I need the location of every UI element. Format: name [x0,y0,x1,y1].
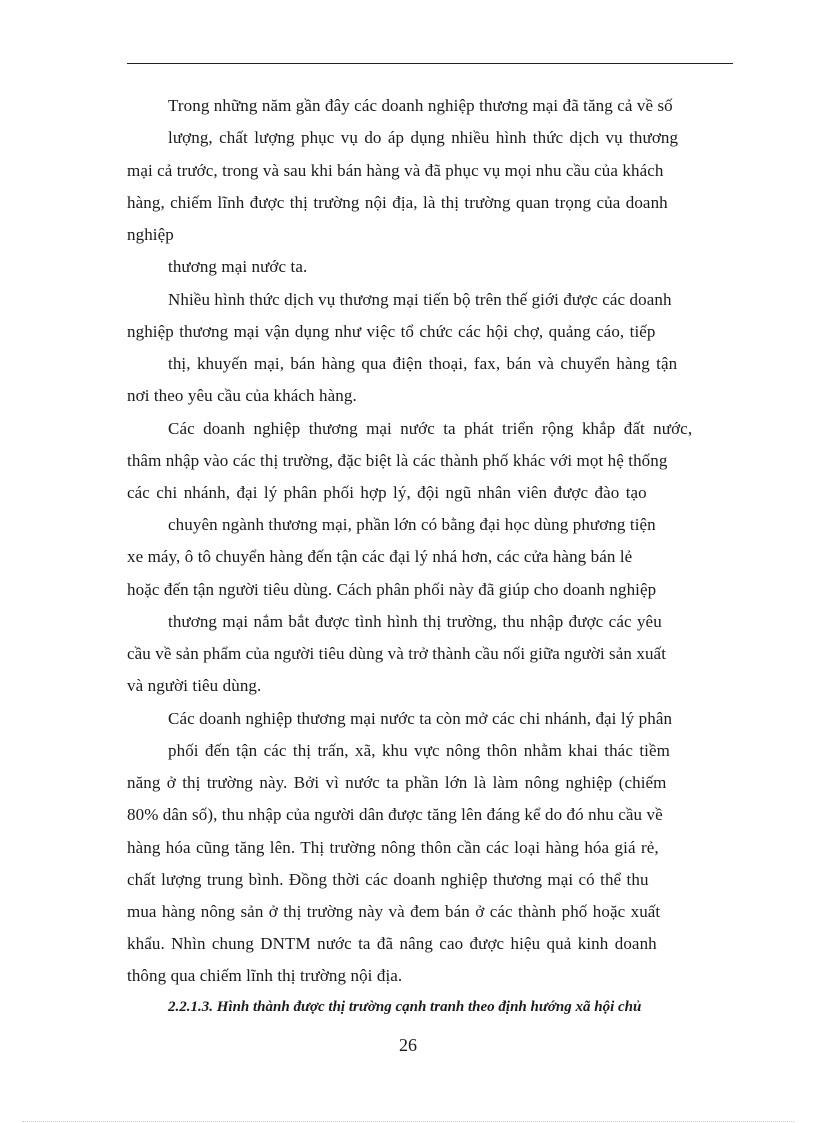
text-line: hàng, chiếm lĩnh được thị trường nội địa, là thị trường quan trọng của doanh [127,193,668,212]
text-line: hàng hóa cũng tăng lên. Thị trường nông thôn cần các loại hàng hóa giá rẻ, [127,838,659,857]
text-line: thị, khuyến mại, bán hàng qua điện thoại, fax, bán và chuyển hàng tận [168,354,678,373]
text-line: hoặc đến tận người tiêu dùng. Cách phân phối này đã giúp cho doanh nghiệp [127,580,657,599]
text-line: chất lượng trung bình. Đồng thời các doanh nghiệp thương mại có thể thu [127,870,649,889]
text-line: 80% dân số), thu nhập của người dân được tăng lên đáng kể do đó nhu cầu về [127,805,663,824]
text-line: thương mại nắm bắt được tình hình thị trường, thu nhập được các yêu [168,612,662,631]
text-line: thông qua chiếm lĩnh thị trường nội địa. [127,966,403,985]
section-heading: 2.2.1.3. Hình thành được thị trường cạnh tranh theo định hướng xã hội chủ [168,999,642,1015]
text-line: phối đến tận các thị trấn, xã, khu vực nông thôn nhằm khai thác tiềm [168,741,670,760]
text-line: lượng, chất lượng phục vụ do áp dụng nhiều hình thức dịch vụ thương [168,128,679,147]
text-line: Trong những năm gần đây các doanh nghiệp thương mại đã tăng cả về số [168,96,673,115]
text-line: năng ở thị trường này. Bởi vì nước ta phần lớn là làm nông nghiệp (chiếm [127,773,667,792]
text-line: các chi nhánh, đại lý phân phối hợp lý, đội ngũ nhân viên được đào tạo [127,483,647,502]
text-line: mua hàng nông sản ở thị trường này và đem bán ở các thành phố hoặc xuất [127,902,661,921]
page-number: 26 [399,1035,417,1055]
text-line: và người tiêu dùng. [127,676,262,695]
header-rule [127,63,733,64]
text-line: khẩu. Nhìn chung DNTM nước ta đã nâng cao được hiệu quả kinh doanh [127,934,657,953]
text-line: Các doanh nghiệp thương mại nước ta phát triển rộng khắp đất nước, [168,419,693,438]
page-bottom-border [22,1121,794,1122]
text-line: mại cả trước, trong và sau khi bán hàng và đã phục vụ mọi nhu cầu của khách [127,161,664,180]
text-line: xe máy, ô tô chuyển hàng đến tận các đại lý nhá hơn, các cửa hàng bán lẻ [127,547,633,566]
text-line: nơi theo yêu cầu của khách hàng. [127,386,357,405]
text-line: thâm nhập vào các thị trường, đặc biệt là các thành phố khác với mọt hệ thống [127,451,668,470]
text-line: nghiệp [127,225,174,244]
text-line: thương mại nước ta. [168,257,308,276]
text-line: Nhiều hình thức dịch vụ thương mại tiến bộ trên thế giới được các doanh [168,290,672,309]
text-line: chuyên ngành thương mại, phần lớn có bằng đại học dùng phương tiện [168,515,656,534]
text-line: cầu về sản phẩm của người tiêu dùng và trở thành cầu nối giữa người sản xuất [127,644,667,663]
text-line: Các doanh nghiệp thương mại nước ta còn mở các chi nhánh, đại lý phân [168,709,673,728]
text-line: nghiệp thương mại vận dụng như việc tổ chức các hội chợ, quảng cáo, tiếp [127,322,656,341]
